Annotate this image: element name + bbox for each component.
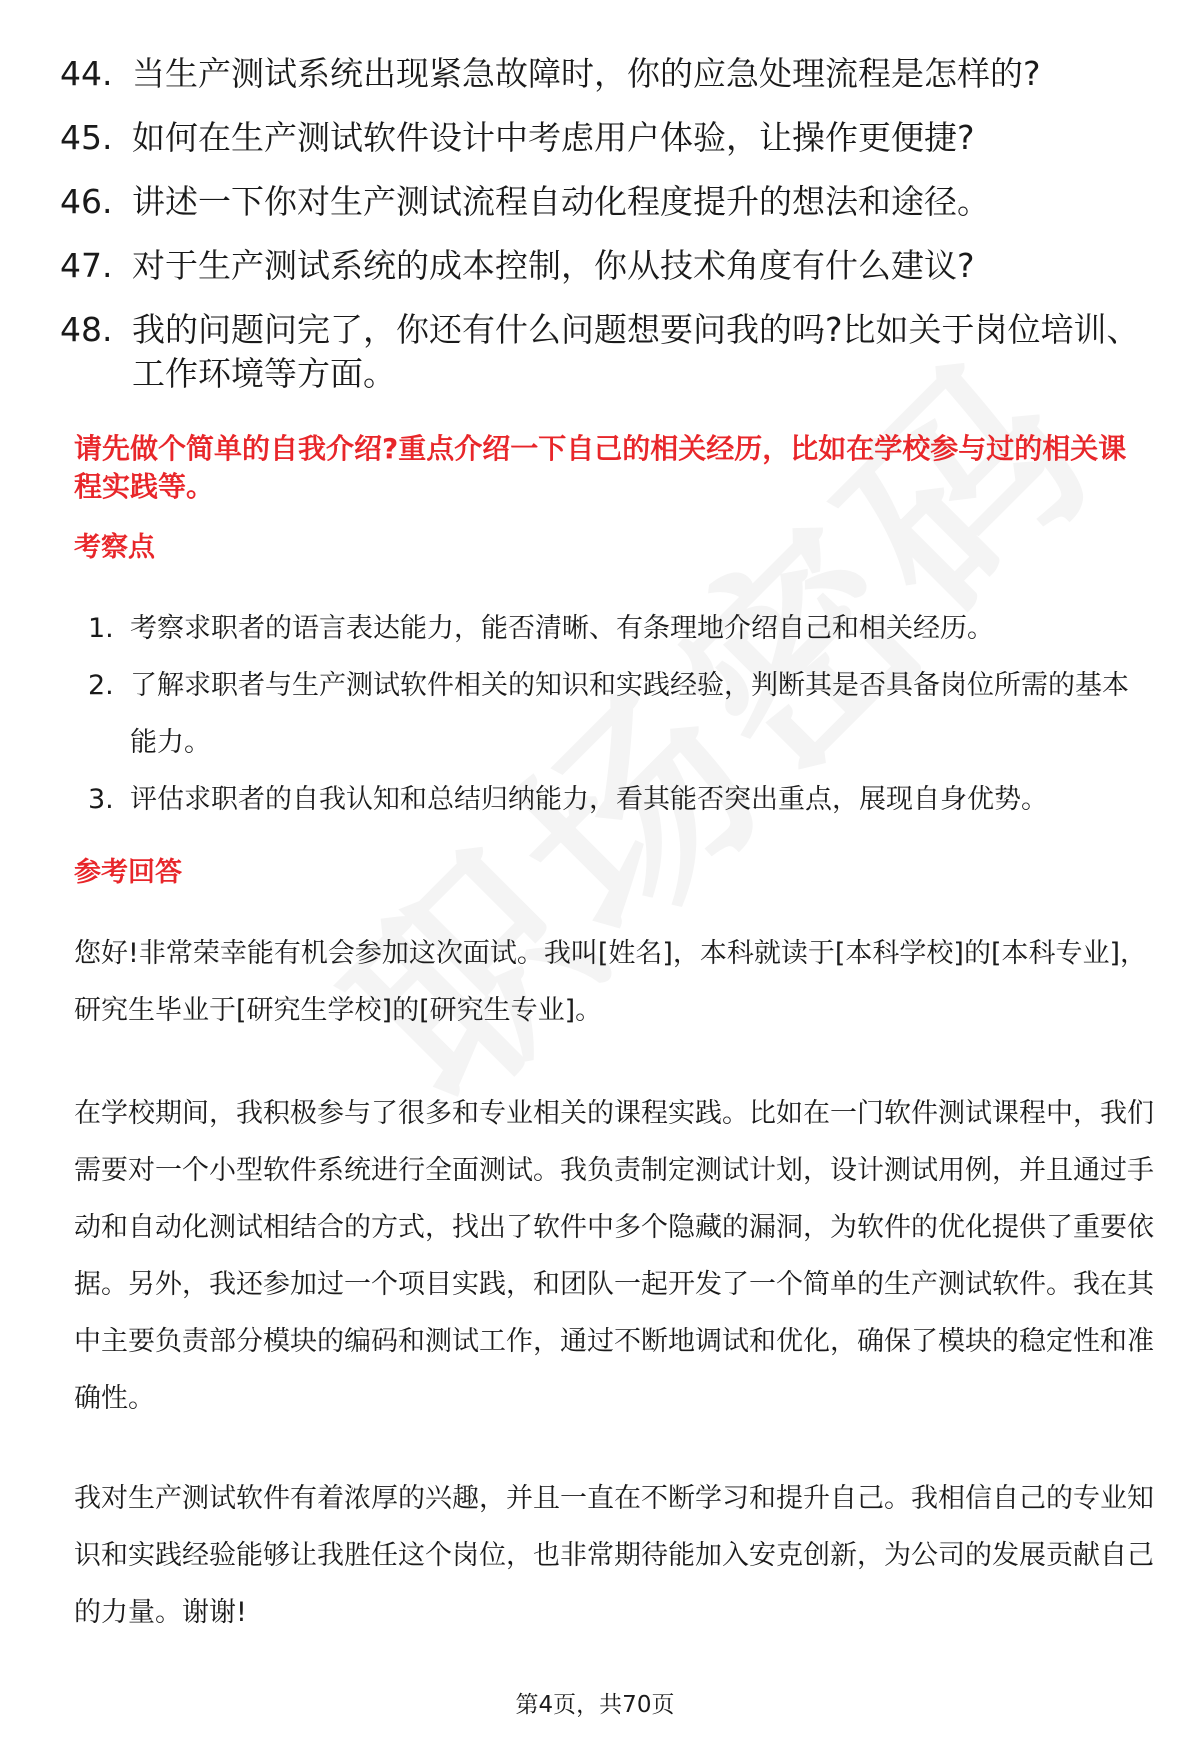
exam-point-item: [88, 657, 1148, 771]
answer-paragraph: 您好!非常荣幸能有机会参加这次面试。我叫[姓名]，本科就读于[本科学校]的[本科专业]，研究生毕业于[研究生学校]的[研究生专业]。: [74, 938, 1148, 1026]
exam-point-text: 了解求职者与生产测试软件相关的知识和实践经验，判断其是否具备岗位所需的基本能力。: [130, 670, 1129, 758]
answer-paragraph: 在学校期间，我积极参与了很多和专业相关的课程实践。比如在一门软件测试课程中，我们需要对一个小型软件系统进行全面测试。我负责制定测试计划，设计测试用例，并且通过手动和自动化测试相结合的方式，找出了软件中多个隐藏的漏洞，为软件的优化提供了重要依据。另外，我还参加过一个项目实践，和团队一起开发了一个简单的生产测试软件。我在其中主要负责部分模块的编码和测试工作，通过不断地调试和优化，确保了模块的稳定性和准确性。: [74, 1098, 1154, 1414]
page-footer: 第4页，共70页: [515, 1692, 675, 1718]
exam-points-heading: 考察点: [74, 532, 155, 563]
exam-point-item: [88, 600, 1148, 657]
question-number: 44.: [60, 54, 113, 93]
exam-point-number: 2.: [88, 670, 114, 701]
question-text: 讲述一下你对生产测试流程自动化程度提升的想法和途径。: [132, 182, 990, 221]
reference-answer-heading: 参考回答: [74, 857, 182, 888]
exam-point-number: 3.: [88, 784, 114, 815]
answer-paragraph: 我对生产测试软件有着浓厚的兴趣，并且一直在不断学习和提升自己。我相信自己的专业知识和实践经验能够让我胜任这个岗位，也非常期待能加入安克创新，为公司的发展贡献自己的力量。谢谢!: [74, 1483, 1154, 1628]
question-text: 我的问题问完了，你还有什么问题想要问我的吗?比如关于岗位培训、工作环境等方面。: [132, 310, 1140, 393]
question-number: 47.: [60, 246, 113, 285]
question-item: [60, 308, 1140, 396]
interview-question-title: 请先做个简单的自我介绍?重点介绍一下自己的相关经历，比如在学校参与过的相关课程实践等。: [74, 432, 1127, 503]
question-item: [60, 52, 1140, 96]
question-number: 48.: [60, 310, 113, 349]
question-item: [60, 116, 1140, 160]
question-text: 对于生产测试系统的成本控制，你从技术角度有什么建议?: [132, 246, 975, 285]
question-list: [60, 52, 1140, 416]
question-text: 如何在生产测试软件设计中考虑用户体验，让操作更便捷?: [132, 118, 975, 157]
question-text: 当生产测试系统出现紧急故障时，你的应急处理流程是怎样的?: [132, 54, 1041, 93]
question-item: [60, 244, 1140, 288]
question-number: 46.: [60, 182, 113, 221]
exam-point-text: 评估求职者的自我认知和总结归纳能力，看其能否突出重点，展现自身优势。: [130, 784, 1048, 815]
question-number: 45.: [60, 118, 113, 157]
exam-point-number: 1.: [88, 613, 114, 644]
question-item: [60, 180, 1140, 224]
exam-point-text: 考察求职者的语言表达能力，能否清晰、有条理地介绍自己和相关经历。: [130, 613, 994, 644]
exam-point-item: [88, 771, 1148, 828]
exam-points-list: [88, 600, 1148, 828]
